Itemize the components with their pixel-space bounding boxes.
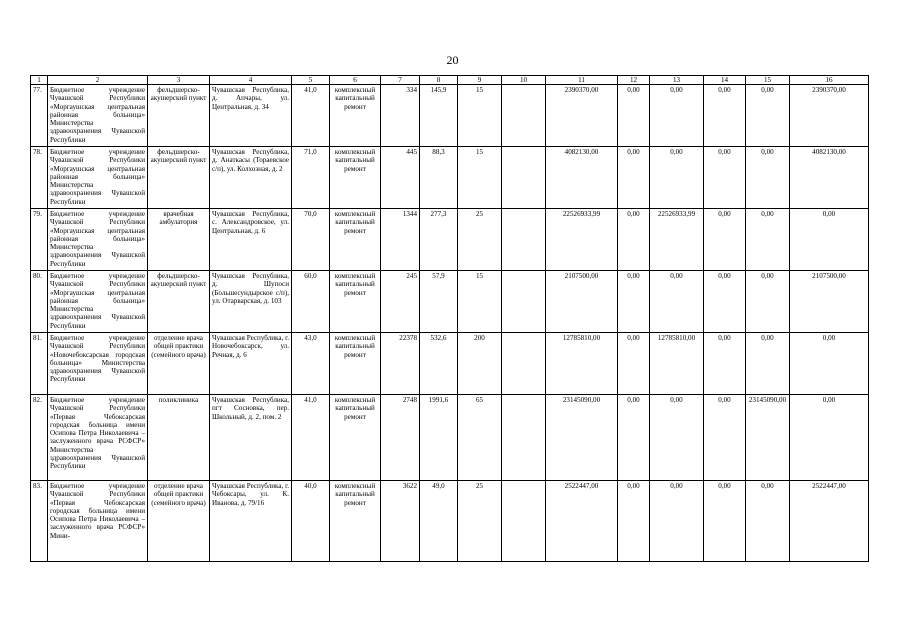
facility-type-cell: поликлиника [148, 395, 210, 481]
col11-cell: 2107500,00 [546, 271, 618, 333]
col12-cell: 0,00 [618, 209, 650, 271]
col9-cell: 15 [458, 147, 502, 209]
work-type-cell: комплексный капитальный ремонт [330, 85, 381, 147]
col11-cell: 2390370,00 [546, 85, 618, 147]
column-header-4: 4 [210, 76, 292, 85]
col13-cell: 0,00 [650, 481, 704, 562]
address-cell: Чувашская Республика, г. Новочебоксарск, ул. Речная, д. 6 [210, 333, 292, 395]
col7-cell: 334 [381, 85, 420, 147]
facility-type-cell: фельдшерско-акушерский пункт [148, 85, 210, 147]
address-cell: Чувашская Республика, г. Чебоксары, ул. К. Иванова, д. 79/16 [210, 481, 292, 562]
col12-cell: 0,00 [618, 333, 650, 395]
col8-cell: 145,9 [420, 85, 458, 147]
col12-cell: 0,00 [618, 271, 650, 333]
facility-type-cell: отделение врача общей практики (семейного врача) [148, 481, 210, 562]
table-row [31, 271, 869, 333]
column-header-8: 8 [420, 76, 458, 85]
col8-cell: 277,3 [420, 209, 458, 271]
col15-cell: 0,00 [746, 333, 790, 395]
row-number: 78. [31, 147, 48, 209]
col10-cell [502, 147, 546, 209]
column-header-7: 7 [381, 76, 420, 85]
col14-cell: 0,00 [704, 481, 746, 562]
col16-cell: 0,00 [790, 209, 869, 271]
row-number: 79. [31, 209, 48, 271]
area-cell: 70,0 [292, 209, 330, 271]
column-header-10: 10 [502, 76, 546, 85]
col16-cell: 4082130,00 [790, 147, 869, 209]
col7-cell: 22378 [381, 333, 420, 395]
col11-cell: 4082130,00 [546, 147, 618, 209]
column-header-14: 14 [704, 76, 746, 85]
table-body [31, 76, 869, 562]
col9-cell: 65 [458, 395, 502, 481]
col11-cell: 22526933,99 [546, 209, 618, 271]
col13-cell: 12785810,00 [650, 333, 704, 395]
work-type-cell: комплексный капитальный ремонт [330, 395, 381, 481]
organization-cell: Бюджетное учреждение Чувашской Республики «Новочебоксарская городская больница» Министерства здравоохранения Чувашской Республики [48, 333, 148, 395]
work-type-cell: комплексный капитальный ремонт [330, 209, 381, 271]
col12-cell: 0,00 [618, 481, 650, 562]
col13-cell: 0,00 [650, 395, 704, 481]
work-type-cell: комплексный капитальный ремонт [330, 147, 381, 209]
col9-cell: 15 [458, 271, 502, 333]
col13-cell: 0,00 [650, 271, 704, 333]
table-row [31, 333, 869, 395]
column-header-5: 5 [292, 76, 330, 85]
col9-cell: 25 [458, 481, 502, 562]
row-number: 77. [31, 85, 48, 147]
col14-cell: 0,00 [704, 147, 746, 209]
col8-cell: 88,3 [420, 147, 458, 209]
col8-cell: 57,9 [420, 271, 458, 333]
header-row [31, 76, 869, 85]
col11-cell: 12785810,00 [546, 333, 618, 395]
organization-cell: Бюджетное учреждение Чувашской Республики «Моргаушская центральная районная больница» Министерства здравоохранения Чувашской Республики [48, 209, 148, 271]
col16-cell: 2522447,00 [790, 481, 869, 562]
table-row [31, 481, 869, 562]
address-cell: Чувашская Республика, с. Александровское, ул. Центральная, д. 6 [210, 209, 292, 271]
area-cell: 71,0 [292, 147, 330, 209]
col9-cell: 200 [458, 333, 502, 395]
col7-cell: 3622 [381, 481, 420, 562]
page-number: 20 [446, 53, 459, 67]
col10-cell [502, 481, 546, 562]
facility-type-cell: фельдшерско-акушерский пункт [148, 271, 210, 333]
data-table [30, 75, 869, 562]
col11-cell: 2522447,00 [546, 481, 618, 562]
column-header-11: 11 [546, 76, 618, 85]
col8-cell: 1991,6 [420, 395, 458, 481]
col10-cell [502, 271, 546, 333]
col16-cell: 2390370,00 [790, 85, 869, 147]
column-header-13: 13 [650, 76, 704, 85]
area-cell: 40,0 [292, 481, 330, 562]
col13-cell: 22526933,99 [650, 209, 704, 271]
col8-cell: 532,6 [420, 333, 458, 395]
col7-cell: 1344 [381, 209, 420, 271]
col14-cell: 0,00 [704, 85, 746, 147]
column-header-6: 6 [330, 76, 381, 85]
col10-cell [502, 333, 546, 395]
work-type-cell: комплексный капитальный ремонт [330, 333, 381, 395]
col9-cell: 15 [458, 85, 502, 147]
col7-cell: 245 [381, 271, 420, 333]
address-cell: Чувашская Республика, д. Анаткасы (Тораевское с/п), ул. Колхозная, д. 2 [210, 147, 292, 209]
row-number: 83. [31, 481, 48, 562]
column-header-1: 1 [31, 76, 48, 85]
col14-cell: 0,00 [704, 209, 746, 271]
row-number: 81. [31, 333, 48, 395]
table-row [31, 147, 869, 209]
address-cell: Чувашская Республика, д. Шупоси (Большесундырское с/п), ул. Отарварская, д. 103 [210, 271, 292, 333]
organization-cell: Бюджетное учреждение Чувашской Республики «Моргаушская центральная районная больница» Министерства здравоохранения Чувашской Республики [48, 271, 148, 333]
row-number: 82. [31, 395, 48, 481]
col15-cell: 0,00 [746, 271, 790, 333]
col15-cell: 0,00 [746, 85, 790, 147]
facility-type-cell: отделение врача общей практики (семейного врача) [148, 333, 210, 395]
col15-cell: 23145090,00 [746, 395, 790, 481]
col7-cell: 445 [381, 147, 420, 209]
col15-cell: 0,00 [746, 147, 790, 209]
table-row [31, 395, 869, 481]
col10-cell [502, 85, 546, 147]
table-row [31, 85, 869, 147]
col15-cell: 0,00 [746, 481, 790, 562]
area-cell: 60,0 [292, 271, 330, 333]
col12-cell: 0,00 [618, 85, 650, 147]
col14-cell: 0,00 [704, 333, 746, 395]
column-header-2: 2 [48, 76, 148, 85]
col14-cell: 0,00 [704, 395, 746, 481]
column-header-12: 12 [618, 76, 650, 85]
column-header-15: 15 [746, 76, 790, 85]
address-cell: Чувашская Республика, пгт Сосновка, пер. Школьный, д. 2, пом. 2 [210, 395, 292, 481]
table-row [31, 209, 869, 271]
col10-cell [502, 209, 546, 271]
col13-cell: 0,00 [650, 85, 704, 147]
column-header-9: 9 [458, 76, 502, 85]
row-number: 80. [31, 271, 48, 333]
col12-cell: 0,00 [618, 395, 650, 481]
col16-cell: 0,00 [790, 395, 869, 481]
organization-cell: Бюджетное учреждение Чувашской Республики «Первая Чебоксарская городская больница имени Осипова Петра Николаевича – заслуженного врача РСФСР» Мини- [48, 481, 148, 562]
column-header-16: 16 [790, 76, 869, 85]
col9-cell: 25 [458, 209, 502, 271]
col11-cell: 23145090,00 [546, 395, 618, 481]
col16-cell: 0,00 [790, 333, 869, 395]
work-type-cell: комплексный капитальный ремонт [330, 271, 381, 333]
address-cell: Чувашская Республика, д. Апчары, ул. Центральная, д. 34 [210, 85, 292, 147]
area-cell: 43,0 [292, 333, 330, 395]
col8-cell: 49,0 [420, 481, 458, 562]
col15-cell: 0,00 [746, 209, 790, 271]
col7-cell: 2748 [381, 395, 420, 481]
facility-type-cell: врачебная амбулатория [148, 209, 210, 271]
organization-cell: Бюджетное учреждение Чувашской Республики «Моргаушская центральная районная больница» Министерства здравоохранения Чувашской Республики [48, 147, 148, 209]
col13-cell: 0,00 [650, 147, 704, 209]
col10-cell [502, 395, 546, 481]
area-cell: 41,0 [292, 85, 330, 147]
work-type-cell: комплексный капитальный ремонт [330, 481, 381, 562]
facility-type-cell: фельдшерско-акушерский пункт [148, 147, 210, 209]
organization-cell: Бюджетное учреждение Чувашской Республики «Первая Чебоксарская городская больница имени Осипова Петра Николаевича – заслуженного врача РСФСР» Министерства здравоохранения Чувашской Республики [48, 395, 148, 481]
area-cell: 41,0 [292, 395, 330, 481]
col16-cell: 2107500,00 [790, 271, 869, 333]
col12-cell: 0,00 [618, 147, 650, 209]
column-header-3: 3 [148, 76, 210, 85]
col14-cell: 0,00 [704, 271, 746, 333]
organization-cell: Бюджетное учреждение Чувашской Республики «Моргаушская центральная районная больница» Министерства здравоохранения Чувашской Республики [48, 85, 148, 147]
